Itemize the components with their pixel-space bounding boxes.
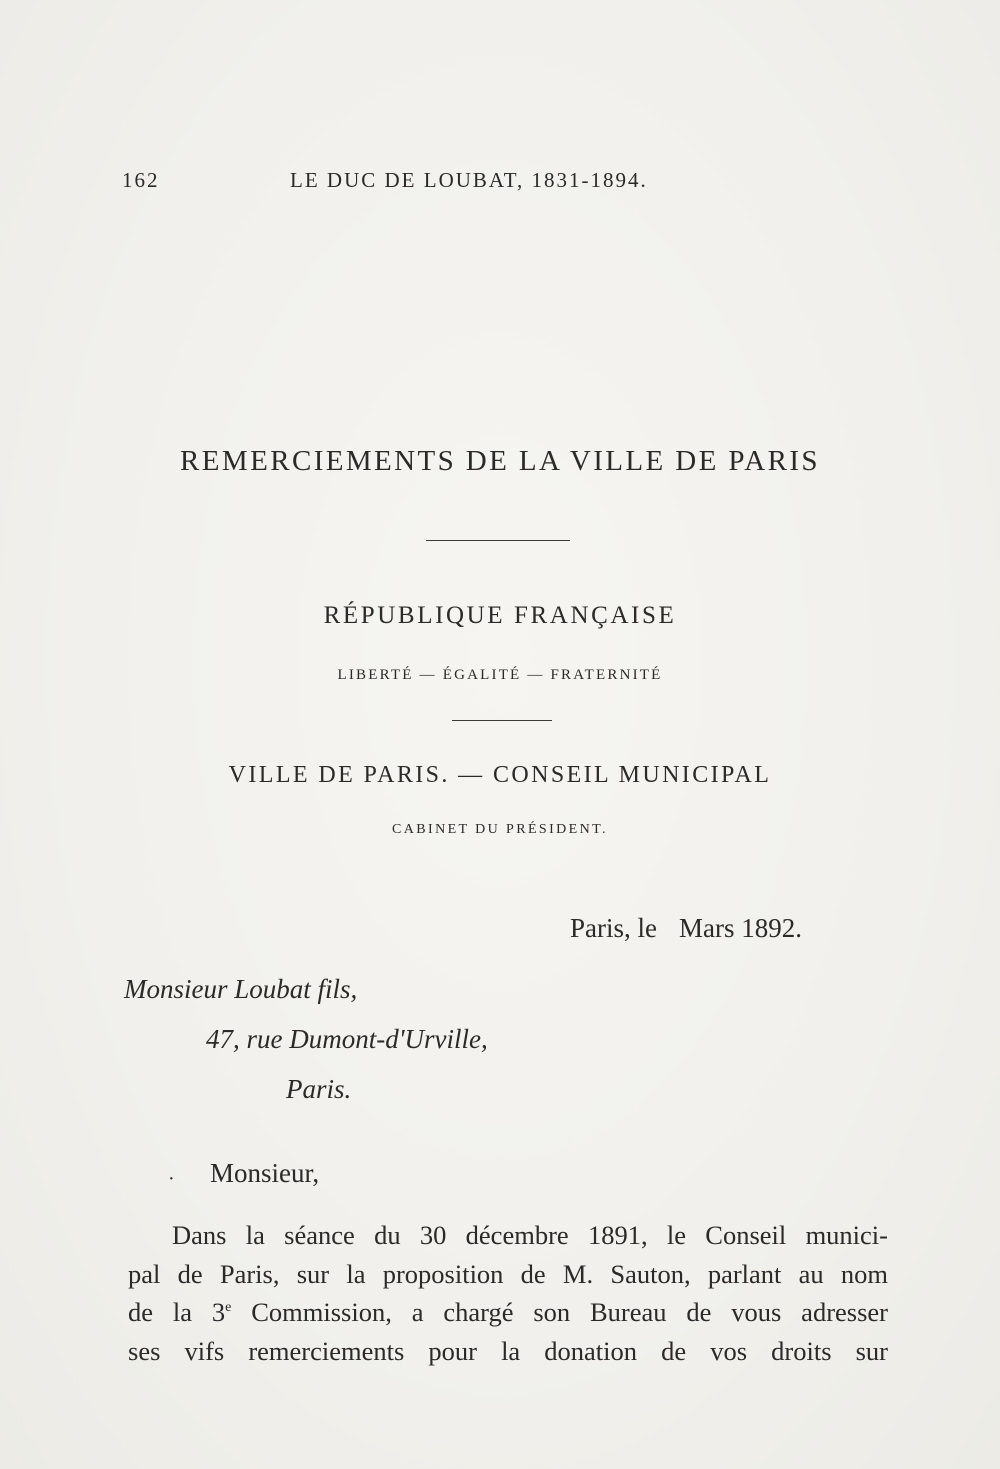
letterhead-republic: RÉPUBLIQUE FRANÇAISE — [323, 602, 677, 629]
section-title: REMERCIEMENTS DE LA VILLE DE PARIS — [180, 445, 820, 477]
dateline-place: Paris, le — [570, 913, 657, 943]
letterhead-cabinet: CABINET DU PRÉSIDENT. — [392, 822, 608, 837]
page-number: 162 — [122, 168, 160, 192]
body-line: Dans la séance du 30 décembre 1891, le Conseil munici- — [172, 1220, 888, 1250]
ordinal-superscript: e — [225, 1300, 232, 1316]
body-line: pal de Paris, sur la proposition de M. Sauton, parlant au nom — [128, 1258, 888, 1289]
divider-rule — [426, 540, 570, 541]
address-recipient: Monsieur Loubat fils, — [124, 974, 358, 1004]
letter-body — [128, 1216, 888, 1370]
salutation: Monsieur, — [210, 1158, 320, 1188]
dateline-date: Mars 1892. — [679, 913, 802, 943]
stray-mark: · — [168, 1168, 175, 1190]
letterhead-motto: LIBERTÉ — ÉGALITÉ — FRATERNITÉ — [337, 667, 663, 683]
divider-rule-short — [452, 720, 552, 721]
body-line: ses vifs remerciements pour la donation de vos droits sur — [128, 1335, 888, 1366]
body-text-fragment: de la 3 — [128, 1297, 226, 1327]
address-city: Paris. — [286, 1074, 352, 1104]
body-text-fragment: Commission, a chargé son Bureau de vous adresser — [231, 1297, 888, 1327]
letterhead-council: VILLE DE PARIS. — CONSEIL MUNICIPAL — [228, 762, 772, 788]
address-street: 47, rue Dumont-d'Urville, — [206, 1024, 488, 1054]
dateline — [570, 913, 802, 944]
body-line — [128, 1293, 888, 1332]
running-title: LE DUC DE LOUBAT, 1831-1894. — [290, 168, 648, 192]
